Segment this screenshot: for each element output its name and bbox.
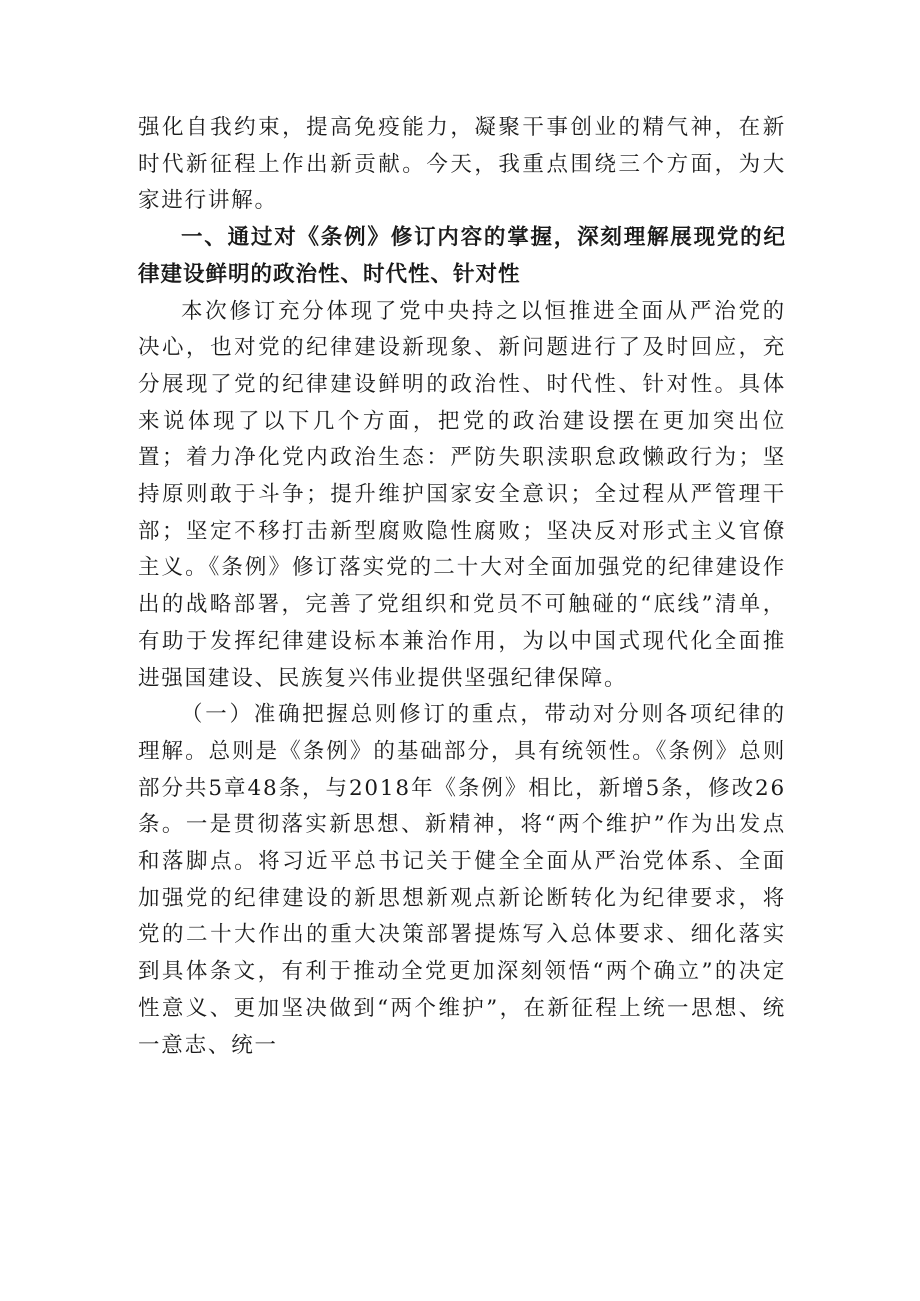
paragraph-intro-continuation: 强化自我约束，提高免疫能力，凝聚干事创业的精气神，在新时代新征程上作出新贡献。今天，我重点围绕三个方面，为大家进行讲解。 [138,115,786,214]
document-body [138,110,786,1064]
paragraph-revision-summary: 本次修订充分体现了党中央持之以恒推进全面从严治党的决心，也对党的纪律建设新现象、新问题进行了及时回应，充分展现了党的纪律建设鲜明的政治性、时代性、针对性。具体来说体现了以下几个方面，把党的政治建设摆在更加突出位置；着力净化党内政治生态：严防失职渎职怠政懒政行为；坚持原则敢于斗争；提升维护国家安全意识；全过程从严管理干部；坚定不移打击新型腐败隐性腐败；坚决反对形式主义官僚主义。《条例》修订落实党的二十大对全面加强党的纪律建设作出的战略部署，完善了党组织和党员不可触碰的“底线”清单，有助于发挥纪律建设标本兼治作用，为以中国式现代化全面推进强国建设、民族复兴伟业提供坚强纪律保障。 [138,298,786,691]
paragraph-general-provisions: （一）准确把握总则修订的重点，带动对分则各项纪律的理解。总则是《条例》的基础部分，具有统领性。《条例》总则部分共5章48条，与2018年《条例》相比，新增5条，修改26条。一是贯彻落实新思想、新精神，将“两个维护”作为出发点和落脚点。将习近平总书记关于健全全面从严治党体系、全面加强党的纪律建设的新思想新观点新论断转化为纪律要求，将党的二十大作出的重大决策部署提炼写入总体要求、细化落实到具体条文，有利于推动全党更加深刻领悟“两个确立”的决定性意义、更加坚决做到“两个维护”，在新征程上统一思想、统一意志、统一 [138,702,786,1058]
section-heading-one: 一、通过对《条例》修订内容的掌握，深刻理解展现党的纪律建设鲜明的政治性、时代性、针对性 [138,225,786,287]
